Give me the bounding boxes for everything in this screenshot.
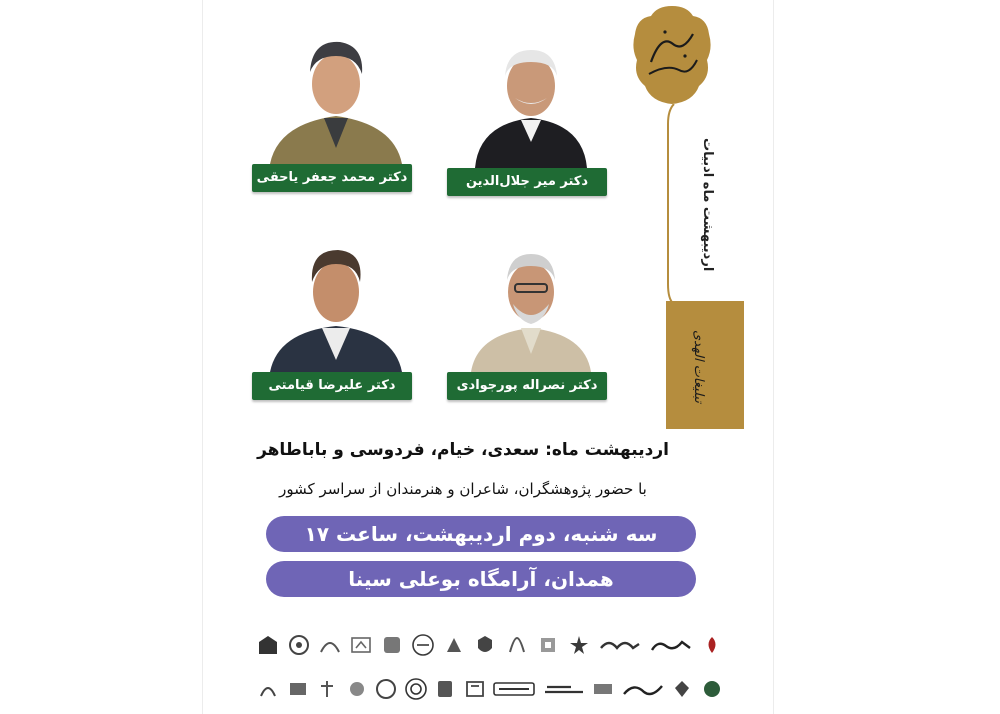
- logo-icon: [344, 678, 370, 700]
- logo-icon: [441, 634, 467, 656]
- badge-icon: [462, 678, 488, 700]
- seal-icon: [373, 678, 399, 700]
- logo-icon: [285, 678, 311, 700]
- emblem-icon: [255, 678, 281, 700]
- emblem-icon: [699, 634, 725, 656]
- badge-icon: [432, 678, 458, 700]
- sponsor-signature-box: [666, 301, 744, 429]
- crest-icon: [472, 634, 498, 656]
- signature-text: تبلیغات الهدی: [691, 329, 706, 403]
- circle-seal-icon: [403, 678, 429, 700]
- emblem-icon: [566, 634, 592, 656]
- logo-icon: [699, 678, 725, 700]
- wordmark-icon: [648, 634, 694, 656]
- sponsor-row: [255, 678, 725, 700]
- logo-icon: [535, 634, 561, 656]
- wordmark-icon: [541, 678, 587, 700]
- sponsor-row: [255, 634, 725, 656]
- seal-icon: [286, 634, 312, 656]
- speaker-photo: [455, 32, 607, 168]
- speaker-name: دکتر میر جلال‌الدین کزازی: [447, 168, 607, 196]
- speaker-photo: [455, 236, 607, 372]
- festival-logo: [631, 4, 713, 106]
- event-subline: با حضور پژوهشگران، شاعران و هنرمندان از سراسر کشور: [279, 480, 647, 498]
- speaker-name: دکتر محمد جعفر یاحقی: [252, 164, 412, 192]
- event-headline: اردیبهشت ماه: سعدی، خیام، فردوسی و باباطاهر: [257, 440, 669, 460]
- wordmark-icon: [620, 678, 666, 700]
- emblem-icon: [669, 678, 695, 700]
- gold-divider-line: [666, 104, 676, 304]
- badge-icon: [379, 634, 405, 656]
- circle-seal-icon: [410, 634, 436, 656]
- ornament-icon: [317, 634, 343, 656]
- logo-icon: [590, 678, 616, 700]
- vertical-caption: اردیبهشت ماه ادبیات: [700, 138, 715, 272]
- wordmark-icon: [491, 678, 537, 700]
- logo-icon: [348, 634, 374, 656]
- emblem-icon: [255, 634, 281, 656]
- speaker-photo: [260, 236, 412, 372]
- speaker-name: دکتر علیرضا قیامتی: [252, 372, 412, 400]
- event-datetime: سه شنبه، دوم اردیبهشت، ساعت ۱۷: [266, 516, 696, 552]
- wordmark-icon: [597, 634, 643, 656]
- event-location: همدان، آرامگاه بوعلی سینا: [266, 561, 696, 597]
- speaker-name: دکتر نصراله پورجوادی: [447, 372, 607, 400]
- logo-icon: [314, 678, 340, 700]
- logo-icon: [504, 634, 530, 656]
- speaker-photo: [260, 28, 412, 164]
